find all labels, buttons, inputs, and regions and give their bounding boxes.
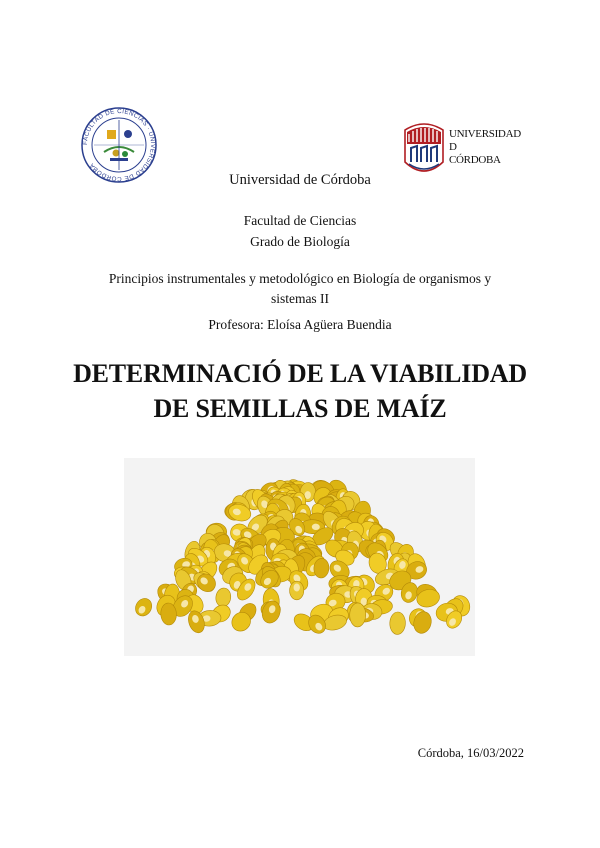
uco-line1: UNIVERSIDAD [449,128,521,140]
document-title-line2: DE SEMILLAS DE MAÍZ [153,394,447,423]
degree-name: Grado de Biología [250,234,350,249]
uco-line3: CÓRDOBA [449,154,501,166]
uco-wordmark [449,128,521,167]
university-name: Universidad de Córdoba [229,172,371,188]
corn-seeds-image [124,458,475,656]
course-name-line2: sistemas II [270,291,330,306]
document-title-line1: DETERMINACIÓ DE LA VIABILIDAD [73,359,527,388]
seal-text: FACULTAD DE CIENCIAS · UNIVERSIDAD DE CÓRDOBA [81,107,157,183]
uco-line2: D [449,141,457,153]
course-name-line1: Principios instrumentales y metodológico en Biología de organismos y [108,271,492,286]
document-date: Córdoba, 16/03/2022 [417,746,524,760]
professor-name: Profesora: Eloísa Agüera Buendia [208,317,392,332]
faculty-name: Facultad de Ciencias [243,213,357,228]
